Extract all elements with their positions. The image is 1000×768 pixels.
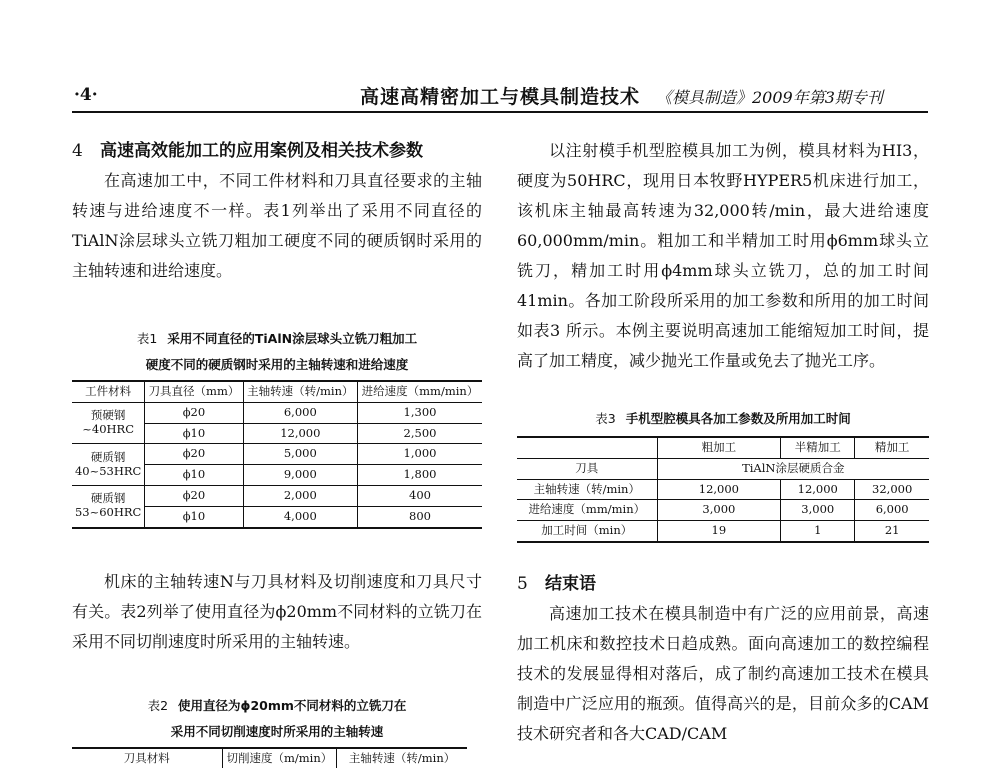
section-number: 4 — [72, 141, 83, 161]
table-row — [72, 444, 482, 465]
material-cell — [72, 444, 145, 486]
table-cell: 2,000 — [243, 485, 357, 506]
table-row — [517, 521, 929, 542]
table-cell: 3,000 — [781, 500, 855, 521]
table-cell: 9,000 — [243, 465, 357, 486]
section-title: 结束语 — [545, 573, 596, 594]
spacer — [517, 376, 929, 406]
table-cell: ϕ10 — [145, 465, 243, 486]
table-header-row — [72, 748, 467, 768]
material-cell — [72, 485, 145, 527]
spacer — [72, 529, 482, 567]
column-header: 进给速度（mm/min） — [358, 381, 482, 402]
material-cell — [72, 402, 145, 444]
row-label: 进给速度（mm/min） — [517, 500, 657, 521]
spacer — [72, 286, 482, 326]
column-header: 刀具材料 — [72, 748, 222, 768]
column-header: 粗加工 — [657, 437, 781, 458]
table-2-caption-line-2: 采用不同切削速度时所采用的主轴转速 — [170, 723, 384, 739]
page-number: ·4· — [74, 85, 98, 105]
table-cell: 1,300 — [358, 402, 482, 423]
table-cell: 21 — [855, 521, 929, 542]
table-cell-empty — [517, 437, 657, 458]
paragraph: 以注射模手机型腔模具加工为例，模具材料为HI3，硬度为50HRC，现用日本牧野HYPER5机床进行加工，该机床主轴最高转速为32,000转/min，最大进给速度60,000mm/min。粗加工和半精加工时用ϕ6mm球头立铣刀，精加工时用ϕ4mm球头立铣刀，总的加工时间41min。各加工阶段所采用的加工参数和所用的加工时间如表3 所示。本例主要说明高速加工能缩短加工时间，提高了加工精度，减少抛光工作量或免去了抛光工序。 — [517, 141, 929, 370]
table-cell: 6,000 — [855, 500, 929, 521]
table-cell: 12,000 — [657, 479, 781, 500]
material-name: 预硬钢 — [90, 408, 126, 423]
table-cell: 12,000 — [781, 479, 855, 500]
column-header: 主轴转速（转/min） — [337, 748, 467, 768]
column-header: 切削速度（m/min） — [222, 748, 337, 768]
spacer — [72, 657, 482, 693]
table-cell: 1 — [781, 521, 855, 542]
paragraph: 机床的主轴转速N与刀具材料及切削速度和刀具尺寸有关。表2列举了使用直径为ϕ20mm不同材料的立铣刀在采用不同切削速度时所采用的主轴转速。 — [72, 571, 482, 651]
material-hardness: 53~60HRC — [74, 505, 142, 520]
table-cell: ϕ20 — [145, 444, 243, 465]
caption-line: 采用不同直径的TiAlN涂层球头立铣刀粗加工 — [167, 331, 418, 346]
table-cell: 5,000 — [243, 444, 357, 465]
table-row — [72, 485, 482, 506]
table-cell: 19 — [657, 521, 781, 542]
table-cell: 800 — [358, 506, 482, 527]
material-name: 硬质钢 — [90, 449, 126, 464]
table-cell: ϕ20 — [145, 485, 243, 506]
table-label: 表3 — [595, 411, 616, 426]
row-label: 加工时间（min） — [517, 521, 657, 542]
table-cell: 12,000 — [243, 423, 357, 444]
material-name: 硬质钢 — [90, 491, 126, 506]
table-cell: ϕ10 — [145, 506, 243, 527]
table-row — [517, 458, 929, 479]
column-header: 刀具直径（mm） — [145, 381, 243, 402]
table-2 — [72, 747, 467, 768]
table-cell: 2,500 — [358, 423, 482, 444]
table-3-caption — [517, 406, 929, 432]
table-cell: 6,000 — [243, 402, 357, 423]
table-3 — [517, 436, 929, 543]
material-hardness: ~40HRC — [82, 422, 135, 437]
table-row — [517, 500, 929, 521]
caption-line: 手机型腔模具各加工参数及所用加工时间 — [625, 411, 851, 426]
table-header-row — [72, 381, 482, 402]
table-1-caption — [72, 326, 482, 352]
table-1 — [72, 380, 482, 529]
table-cell: 1,800 — [358, 465, 482, 486]
table-cell: 32,000 — [855, 479, 929, 500]
caption-line: 使用直径为ϕ20mm不同材料的立铣刀在 — [178, 697, 407, 713]
table-header-row — [517, 437, 929, 458]
table-cell: 3,000 — [657, 500, 781, 521]
right-column — [517, 136, 929, 749]
table-row — [517, 479, 929, 500]
table-cell: TiAlN涂层硬质合金 — [657, 458, 929, 479]
section-5-heading — [517, 569, 929, 599]
section-4-heading — [72, 136, 482, 166]
section-title: 高速高效能加工的应用案例及相关技术参数 — [100, 141, 423, 161]
column-header: 精加工 — [855, 437, 929, 458]
table-cell: 4,000 — [243, 506, 357, 527]
paragraph: 在高速加工中，不同工件材料和刀具直径要求的主轴转速与进给速度不一样。表1列举出了采用不同直径的TiAlN涂层球头立铣刀粗加工硬度不同的硬质钢时采用的主轴转速和进给速度。 — [72, 171, 482, 280]
row-label: 主轴转速（转/min） — [517, 479, 657, 500]
table-1-caption-line-2: 硬度不同的硬质钢时采用的主轴转速和进给速度 — [145, 357, 409, 372]
paragraph: 高速加工技术在模具制造中有广泛的应用前景，高速加工机床和数控技术日趋成熟。面向高速加工的数控编程技术的发展显得相对落后，成了制约高速加工技术在模具制造中广泛应用的瓶颈。值得高兴的是，目前众多的CAM技术研究者和各大CAD/CAM — [517, 603, 929, 743]
table-label: 表2 — [147, 697, 169, 713]
row-label: 刀具 — [517, 458, 657, 479]
table-row — [72, 402, 482, 423]
column-header: 半精加工 — [781, 437, 855, 458]
table-cell: 1,000 — [358, 444, 482, 465]
column-header: 工件材料 — [72, 381, 145, 402]
material-hardness: 40~53HRC — [74, 463, 142, 478]
table-label: 表1 — [136, 331, 158, 346]
column-header: 主轴转速（转/min） — [243, 381, 357, 402]
left-column — [72, 136, 482, 768]
table-2-caption — [72, 693, 482, 719]
table-cell: ϕ20 — [145, 402, 243, 423]
running-title: 高速高精密加工与模具制造技术 — [360, 86, 641, 108]
journal-name: 《模具制造》2009年第3期专刊 — [656, 88, 883, 107]
section-number: 5 — [517, 573, 528, 594]
table-cell: 400 — [358, 485, 482, 506]
table-cell: ϕ10 — [145, 423, 243, 444]
header-rule — [72, 111, 928, 113]
spacer — [517, 543, 929, 569]
